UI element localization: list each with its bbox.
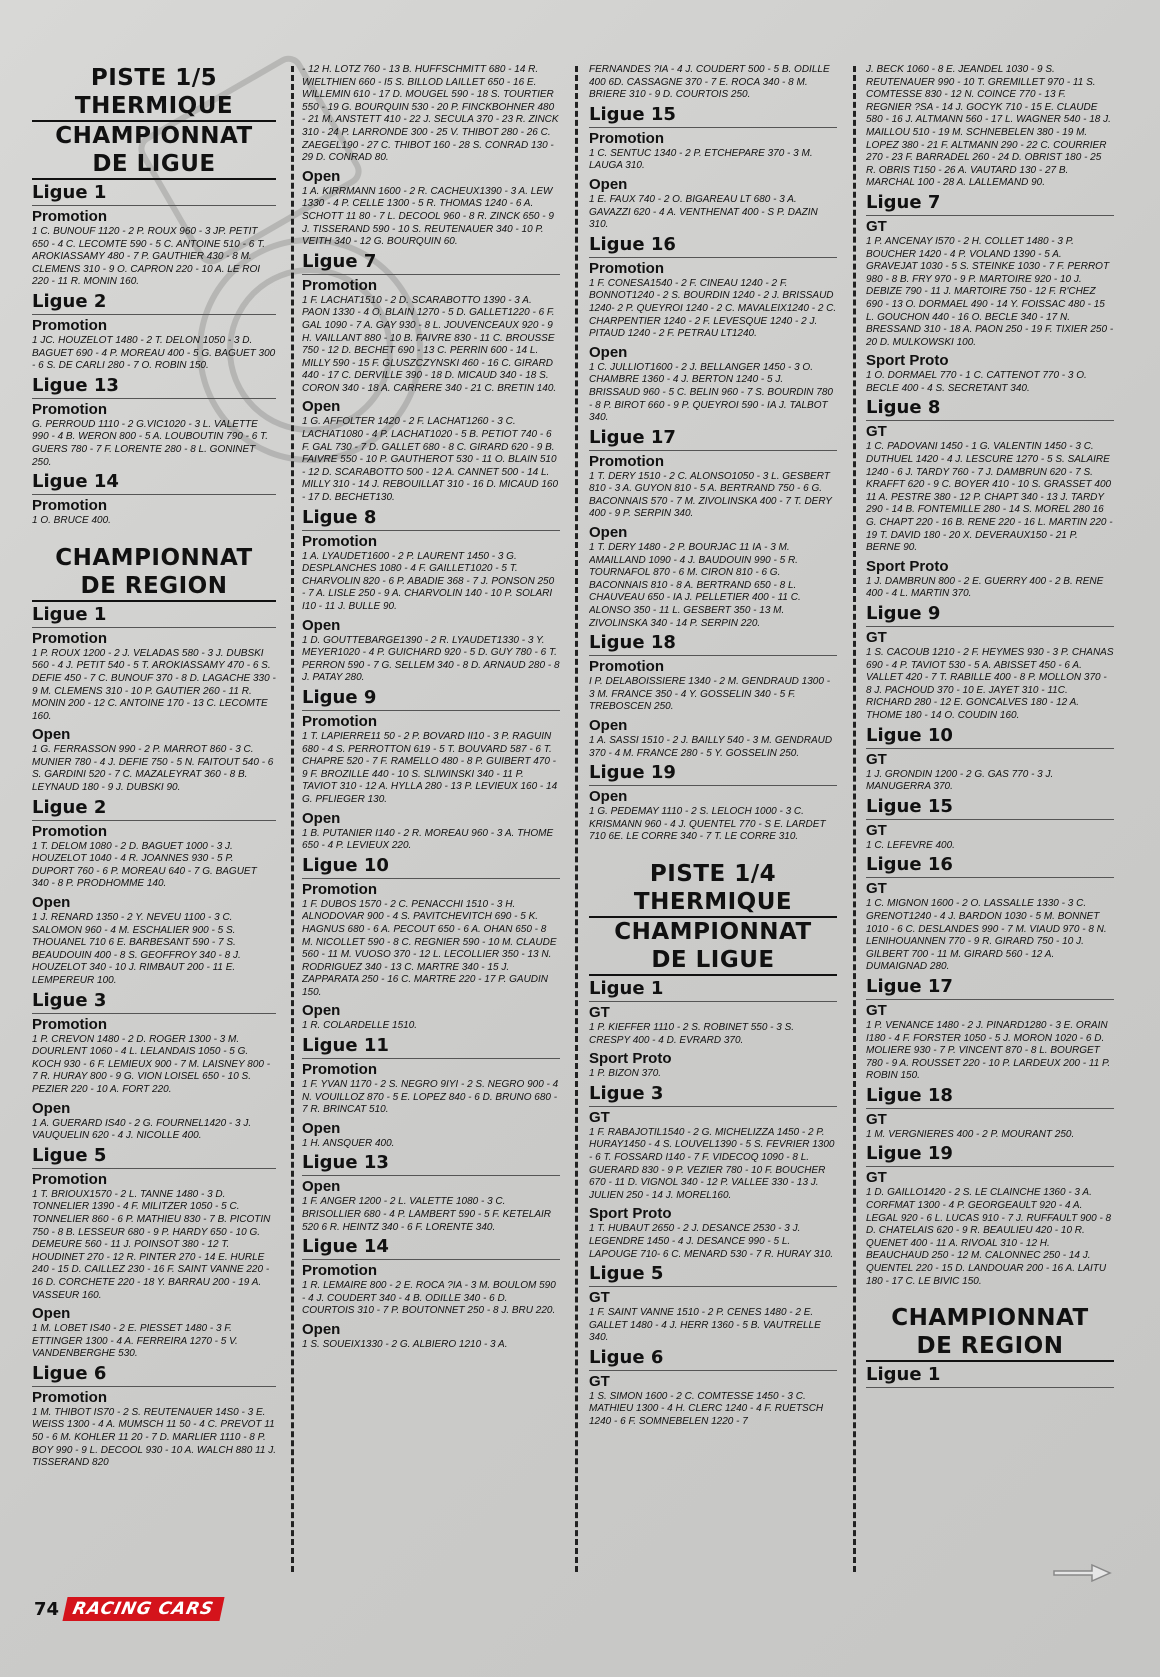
category-heading: Open: [32, 1099, 71, 1117]
results-text: 1 T. HUBAUT 2650 - 2 J. DESANCE 2530 - 3 J. LEGENDRE 1450 - 4 J. DESANCE 990 - 5 L. LAPOUGE 710- 6 C. MENARD 530 - 7 R. HURAY 310.: [589, 1223, 834, 1260]
league-heading: Ligue 19: [866, 1143, 1114, 1167]
league-heading: Ligue 7: [866, 192, 1114, 216]
category-heading: Open: [302, 1178, 341, 1196]
category-heading: Promotion: [32, 497, 107, 515]
results-text: - 12 H. LOTZ 760 - 13 B. HUFFSCHMITT 680 - 14 R. WIELTHIEN 660 - I5 S. BILLOD LAILLET 650 - 16 E. WILLEMIN 610 - 17 D. MOUGEL 590 - 18 S. TOURTIER 550 - 19 G. BOURQUIN 530 - 20 P. FINCKBOHNER 480 - 21 M. ANSTETT 410 - 22 J. SECULA 370 - 23 R. ZINCK 310 - 24 P. LARRONDE 300 - 25 V. THIBOT 280 - 26 C. ZAEGEL190 - 27 C. THIBOT 160 - 28 S. CONRAD 130 - 29 D. CONRAD 80.: [302, 64, 559, 164]
league-heading: Ligue 14: [302, 1236, 560, 1260]
category-heading: Open: [302, 809, 341, 827]
results-text: 1 T. BRIOUX1570 - 2 L. TANNE 1480 - 3 D. TONNELIER 1390 - 4 F. MILITZER 1050 - 5 C. TONNELIER 860 - 6 P. MATHIEU 830 - 7 B. PICOTIN 750 - 8 B. LESSEUR 680 - 9 P. HARDY 650 - 10 G. DEMEURE 560 - 11 J. POINSOT 380 - 12 T. HOUDINET 270 - 12 R. PINTER 270 - 14 E. HURLE 240 - 15 D. CAILLEZ 230 - 16 F. SAINT VANNE 220 - 16 D. CORCHETE 220 - 18 Y. BARRAU 200 - 19 A. VASSEUR 160.: [32, 1188, 271, 1301]
results-text: 1 F. RABAJOTIL1540 - 2 G. MICHELIZZA 1450 - 2 P. HURAY1450 - 4 S. LOUVEL1390 - 5 S. FEVRIER 1300 - 6 T. FOSSARD I140 - 7 F. VIDECOQ 1090 - 8 L. GUERARD 830 - 9 P. VEZIER 780 - 10 F. BOUCHER 670 - 11 D. VIGNOL 340 - 12 P. VALLEE 330 - 13 J. JULIEN 250 - 14 J. MOREL160.: [589, 1126, 835, 1201]
league-heading: Ligue 1: [32, 604, 276, 628]
results-text: 1 F. DUBOS 1570 - 2 C. PENACCHI 1510 - 3 H. ALNODOVAR 900 - 4 S. PAVITCHEVITCH 690 - 5 K. HAGNUS 680 - 6 A. PECOUT 650 - 6 A. OHAN 650 - 8 M. NICOLLET 590 - 8 C. REGNIER 590 - 10 M. CLAUDE 560 - 11 M. VUOSO 370 - 12 L. LECOLLIER 350 - 13 N. RODRIGUEZ 340 - 13 C. MARTRE 340 - 15 J. ZAPPARATA 250 - 16 C. MARTRE 220 - 17 P. GAUDIN 150.: [302, 898, 557, 998]
league-heading: Ligue 7: [302, 251, 560, 275]
category-heading: Promotion: [589, 452, 664, 470]
category-heading: GT: [589, 1003, 610, 1021]
column-separator: [575, 66, 578, 1572]
league-heading: Ligue 9: [866, 603, 1114, 627]
results-text: 1 G. PEDEMAY 1110 - 2 S. LELOCH 1000 - 3 C. KRISMANN 960 - 4 J. QUENTEL 770 - S E. LARDET 710 6E. LE CORRE 340 - 7 T. LE CORRE 310.: [589, 806, 826, 843]
results-text: 1 J. DAMBRUN 800 - 2 E. GUERRY 400 - 2 B. RENE 400 - 4 L. MARTIN 370.: [866, 575, 1104, 600]
league-heading: Ligue 18: [589, 632, 837, 656]
section-title-line: THERMIQUE: [633, 888, 793, 915]
results-text: 1 C. LEFEVRE 400.: [866, 839, 955, 851]
results-text: 1 F. LACHAT1510 - 2 D. SCARABOTTO 1390 - 3 A. PAON 1330 - 4 O. BLAIN 1270 - 5 D. GALLET1220 - 6 F. GAL 1090 - 7 A. GAY 930 - 8 L. JOUVENCEAUX 920 - 9 H. VAILLANT 880 - 10 B. FAIVRE 830 - 11 C. BROUSSE 750 - 12 D. BECHET 690 - 13 C. PERRIN 600 - 14 L. MILLY 590 - 15 F. GLUSZCZYNSKI 460 - 16 C. GIRARD 440 - 17 C. DERVILLE 390 - 18 D. MICAUD 340 - 18 S. CORON 340 - 18 A. CARRERE 340 - 21 C. BRETIN 140.: [302, 294, 557, 394]
results-text: 1 G. AFFOLTER 1420 - 2 F. LACHAT1260 - 3 C. LACHAT1080 - 4 P. LACHAT1020 - 5 B. PETIOT 740 - 6 F. GAL 730 - 7 D. GALLET 680 - 8 C. GIRARD 620 - 9 B. FAIVRE 550 - 10 P. GAUTHEROT 530 - 11 O. BLAIN 510 - 12 D. SCARABOTTO 500 - 12 A. CANNET 500 - 14 L. MILLY 310 - 14 J. REBOUILLAT 310 - 16 D. MICAUD 160 - 17 D. BECHET130.: [302, 416, 559, 504]
results-text: 1 M. VERGNIERES 400 - 2 P. MOURANT 250.: [866, 1128, 1075, 1140]
category-heading: Sport Proto: [589, 1205, 672, 1223]
results-text: 1 C. PADOVANI 1450 - 1 G. VALENTIN 1450 - 3 C. DUTHUEL 1420 - 4 J. LESCURE 1270 - 5 S. SALAIRE 1240 - 6 J. TARDY 760 - 7 J. DAMBRUN 620 - 7 S. KRAFFT 620 - 9 C. BOYER 410 - 10 S. GRASSET 400 11 A. PESTRE 380 - 12 P. CHAPT 340 - 13 J. TARDY 290 - 14 B. FONTEMILLE 280 - 14 S. MOREL 280 16 G. CHAPT 220 - 16 B. RENE 220 - 16 L. MARTIN 220 - 19 T. DAVID 180 - 20 X. DEVERAUX150 - 21 P. BERNE 90.: [866, 441, 1113, 554]
category-heading: GT: [589, 1372, 610, 1390]
results-text: 1 P. BIZON 370.: [589, 1068, 662, 1080]
category-heading: Open: [589, 717, 628, 734]
category-heading: GT: [589, 1108, 610, 1126]
section-title: [32, 544, 276, 602]
results-text: 1 C. MIGNON 1600 - 2 O. LASSALLE 1330 - 3 C. GRENOT1240 - 4 J. BARDON 1030 - 5 M. BONNET 1010 - 6 C. DESLANDES 990 - 7 M. VIAUD 970 - 8 N. LENIHOUANNEN 770 - 9 R. GIRARD 750 - 10 J. GILBERT 700 - 11 M. GIRARD 560 - 12 A. DUMAIGNAD 280.: [866, 898, 1107, 973]
results-text: J. BECK 1060 - 8 E. JEANDEL 1030 - 9 S. REUTENAUER 990 - 10 T. GREMILLET 970 - 11 S. COMTESSE 830 - 12 N. COINCE 770 - 13 F. REGNIER ?SA - 14 J. GOCYK 710 - 15 E. CLAUDE 580 - 16 J. ALTMANN 560 - 17 L. WAGNER 540 - 18 J. MAILLOU 510 - 19 M. SCHNEBELEN 380 - 19 M. LOPEZ 380 - 21 F. ALTMANN 290 - 22 C. COURRIER 270 - 23 F. BARRADEL 260 - 24 D. OBRIST 180 - 25 R. OBRIS T150 - 26 A. VAUTARD 130 - 27 B. MARCHAL 100 - 28 A. LALLEMAND 90.: [866, 64, 1111, 189]
category-heading: Promotion: [32, 1388, 107, 1406]
results-text: 1 S. CACOUB 1210 - 2 F. HEYMES 930 - 3 P. CHANAS 690 - 4 P. TAVIOT 530 - 5 A. ABISSET 450 - 6 A. VALLET 420 - 7 T. RABILLE 400 - 8 P. MOLLON 370 - 8 J. PACHOUD 370 - 10 E. JAYET 310 - 11C. RICHARD 280 - 12 E. GONCALVES 180 - 12 A. THOME 180 - 14 O. COUDIN 160.: [866, 647, 1114, 721]
category-heading: Sport Proto: [589, 1050, 672, 1068]
league-heading: Ligue 9: [302, 687, 560, 711]
results-text: 1 C. JULLIOT1600 - 2 J. BELLANGER 1450 - 3 O. CHAMBRE 1360 - 4 J. BERTON 1240 - 5 J. BRISSAUD 960 - 5 C. BELIN 960 - 7 S. BOURDIN 780 - 8 P. BIROT 660 - 9 P. QUEYROI 590 - IA J. TALBOT 340.: [589, 361, 833, 424]
section-title-line: DE REGION: [866, 1332, 1114, 1362]
category-heading: GT: [866, 821, 887, 839]
results-text: 1 E. FAUX 740 - 2 O. BIGAREAU LT 680 - 3 A. GAVAZZI 620 - 4 A. VENTHENAT 400 - S P. DAZIN 310.: [589, 193, 818, 231]
results-text: 1 A. SASSI 1510 - 2 J. BAILLY 540 - 3 M. GENDRAUD 370 - 4 M. FRANCE 280 - 5 Y. GOSSELIN 250.: [589, 735, 833, 759]
results-text: 1 C. BUNOUF 1120 - 2 P. ROUX 960 - 3 JP. PETIT 650 - 4 C. LECOMTE 590 - 5 C. ANTOINE 510 - 6 T. AROKIASSAMY 480 - 7 P. GAUTHIER 430 - 8 M. CLEMENS 310 - 9 O. CAPRON 220 - 10 A. LE ROI 220 - 11 R. MONIN 160.: [32, 226, 266, 288]
column-separator: [291, 66, 294, 1572]
league-heading: Ligue 15: [589, 104, 837, 128]
category-heading: Open: [302, 1002, 341, 1020]
league-heading: Ligue 17: [866, 976, 1114, 1000]
results-text: 1 B. PUTANIER I140 - 2 R. MOREAU 960 - 3 A. THOME 650 - 4 P. LEVIEUX 220.: [302, 827, 554, 852]
results-text: 1 T. LAPIERRE11 50 - 2 P. BOVARD II10 - 3 P. RAGUIN 680 - 4 S. PERROTTON 619 - 5 T. BOUVARD 587 - 6 T. CHAPRE 520 - 7 F. RAMELLO 480 - 8 P. GUIBERT 470 - 9 F. BROZILLE 440 - 10 S. SLIWINSKI 340 - 11 P. TAVIOT 310 - 12 A. HYLLA 280 - 13 P. LEVIEUX 160 - 14 G. PFLIEGER 130.: [302, 730, 558, 805]
league-heading: Ligue 1: [589, 978, 837, 1002]
section-title-line: CHAMPIONNAT: [55, 544, 253, 571]
category-heading: GT: [866, 217, 887, 235]
section-title-line: DE LIGUE: [589, 946, 837, 976]
category-heading: Open: [32, 894, 71, 912]
category-heading: Open: [302, 398, 341, 416]
category-heading: GT: [866, 423, 887, 441]
continue-arrow-icon: [1052, 1562, 1112, 1584]
results-text: 1 M. THIBOT IS70 - 2 S. REUTENAUER 14S0 - 3 E. WEISS 1300 - 4 A. MUMSCH 11 50 - 4 C. PREVOT 11 50 - 6 M. KOHLER 11 20 - 7 D. MARLIER 1110 - 8 P. BOY 990 - 9 L. DECOOL 930 - 10 A. WALCH 880 11 J. TISSERAND 820: [32, 1406, 276, 1469]
results-column-4: [866, 64, 1114, 1584]
category-heading: Promotion: [302, 880, 377, 898]
category-heading: Sport Proto: [866, 352, 949, 370]
category-heading: Promotion: [302, 1262, 377, 1280]
results-text: 1 T. DERY 1480 - 2 P. BOURJAC 11 IA - 3 M. AMAILLAND 1090 - 4 J. BAUDOUIN 990 - 5 R. TOURNAFOL 870 - 6 M. CIRON 810 - 6 G. BACONNAIS 810 - 8 A. BERTRAND 650 - 8 L. CHAUVEAU 650 - IA J. PELLETIER 400 - 11 C. ALONSO 350 - 11 L. GESBERT 350 - 13 M. ZIVOLINSKA 340 - 14 P. SERPIN 220.: [589, 542, 801, 629]
results-text: 1 A. LYAUDET1600 - 2 P. LAURENT 1450 - 3 G. DESPLANCHES 1080 - 4 F. GAILLET1020 - 5 T. CHARVOLIN 820 - 6 P. ABADIE 368 - 7 J. PONSON 250 - 7 A. LISLE 250 - 9 A. CHARVOLIN 140 - 10 P. SOLARI I10 - 11 J. BULLE 90.: [302, 550, 555, 612]
category-heading: Promotion: [302, 532, 377, 550]
results-text: 1 JC. HOUZELOT 1480 - 2 T. DELON 1050 - 3 D. BAGUET 690 - 4 P. MOREAU 400 - 5 G. BAGUET 300 - 6 S. DE CARLI 280 - 7 O. ROBIN 150.: [32, 334, 276, 372]
results-text: 1 R. COLARDELLE 1510.: [302, 1020, 418, 1032]
results-text: FERNANDES ?IA - 4 J. COUDERT 500 - 5 B. ODILLE 400 6D. CASSAGNE 370 - 7 E. ROCA 340 - 8 M. BRIERE 310 - 9 D. COURTOIS 250.: [589, 64, 830, 101]
category-heading: Open: [302, 1321, 341, 1338]
results-text: 1 D. GOUTTEBARGE1390 - 2 R. LYAUDET1330 - 3 Y. MEYER1020 - 4 P. GUICHARD 920 - 5 D. GUY 780 - 6 T. PERRON 590 - 7 G. SELLEM 340 - 8 D. ARNAUD 280 - 8 J. PATAY 280.: [302, 634, 560, 684]
league-heading: Ligue 3: [32, 990, 276, 1014]
section-title-line: DE LIGUE: [32, 150, 276, 180]
category-heading: Promotion: [32, 1015, 107, 1033]
category-heading: Promotion: [32, 400, 107, 418]
results-column-3: [589, 64, 837, 1584]
results-text: 1 H. ANSQUER 400.: [302, 1137, 395, 1149]
results-text: 1 S. SIMON 1600 - 2 C. COMTESSE 1450 - 3 C. MATHIEU 1300 - 4 H. CLERC 1240 - 4 F. RUETSCH 1240 - 6 F. SOMNEBELEN 1220 - 7: [589, 1390, 824, 1428]
page-number: 74: [34, 1598, 60, 1620]
category-heading: Promotion: [589, 658, 664, 676]
category-heading: Open: [302, 616, 341, 634]
results-text: 1 P. ROUX 1200 - 2 J. VELADAS 580 - 3 J. DUBSKI 560 - 4 J. PETIT 540 - 5 T. AROKIASSAMY 470 - 6 S. DEFIE 450 - 7 C. BUNOUF 370 - 8 D. LAGACHE 330 - 9 M. CLEMENS 310 - 10 P. GAUTIER 260 - 11 R. MONIN 200 - 12 C. ANTOINE 170 - 13 C. LECOMTE 160.: [32, 647, 276, 722]
league-heading: Ligue 11: [302, 1035, 560, 1059]
results-text: 1 T. DELOM 1080 - 2 D. BAGUET 1000 - 3 J. HOUZELOT 1040 - 4 R. JOANNES 930 - 5 P. DUPORT 760 - 6 P. MOREAU 640 - 7 G. BAGUET 340 - 8 P. PRODHOMME 140.: [32, 840, 257, 890]
section-title-line: PISTE 1/4: [649, 860, 777, 887]
results-text: 1 A. KIRRMANN 1600 - 2 R. CACHEUX1390 - 3 A. LEW 1330 - 4 P. CELLE 1300 - 5 R. THOMAS 1240 - 6 A. SCHOTT 11 80 - 7 L. DECOOL 960 - 8 R. ZINCK 650 - 9 J. TISSERAND 590 - 10 S. REUTENAUER 340 - 10 P. VEITH 340 - 12 G. BOURQUIN 60.: [302, 185, 554, 248]
category-heading: GT: [866, 1001, 887, 1019]
league-heading: Ligue 6: [589, 1347, 837, 1371]
league-heading: Ligue 18: [866, 1085, 1114, 1109]
results-text: 1 M. LOBET IS40 - 2 E. PIESSET 1480 - 3 F. ETTINGER 1300 - 4 A. FERREIRA 1270 - 5 V. VANDENBERGHE 530.: [32, 1323, 238, 1360]
category-heading: Open: [589, 175, 628, 193]
section-title-line: CHAMPIONNAT: [589, 916, 837, 946]
section-title-line: CHAMPIONNAT: [891, 1305, 1089, 1332]
league-heading: Ligue 1: [866, 1364, 1114, 1388]
results-text: 1 P. CREVON 1480 - 2 D. ROGER 1300 - 3 M. DOURLENT 1060 - 4 L. LELANDAIS 1050 - 5 G. KOCH 930 - 6 F. LEMIEUX 900 - 7 M. LAISNEY 800 - 7 R. HURAY 800 - 9 G. VION LOISEL 650 - 10 S. PEZIER 220 - 10 A. FORT 220.: [32, 1033, 271, 1095]
magazine-logo: RACING CARS: [63, 1597, 225, 1621]
results-text: I P. DELABOISSIERE 1340 - 2 M. GENDRAUD 1300 - 3 M. FRANCE 350 - 4 Y. GOSSELIN 340 - 5 F. TREBOSCEN 250.: [589, 676, 831, 713]
results-text: 1 J. RENARD 1350 - 2 Y. NEVEU 1100 - 3 C. SALOMON 960 - 4 M. ESCHALIER 900 - 5 S. THOUANEL 710 6 E. BARBESANT 590 - 7 S. BEAUDOUIN 400 - 8 S. GEOFFROY 340 - 8 J. HOUZELOT 340 - 10 J. RIMBAUT 200 - 11 E. LEMPEREUR 100.: [32, 912, 241, 986]
spacer: [32, 530, 276, 544]
results-text: 1 A. GUERARD IS40 - 2 G. FOURNEL1420 - 3 J. VAUQUELIN 620 - 4 J. NICOLLE 400.: [32, 1117, 252, 1142]
league-heading: Ligue 5: [589, 1263, 837, 1287]
results-text: 1 P. ANCENAY I570 - 2 H. COLLET 1480 - 3 P. BOUCHER 1420 - 4 P. VOLAND 1390 - 5 A. GRAVEJAT 1030 - 5 S. STEINKE 1030 - 7 F. PERROT 980 - 8 B. FRY 970 - 9 P. MARTOIRE 920 - 10 J. DEBIZE 790 - 11 J. MARTOIRE 750 - 12 F. R'CHEZ 690 - 13 O. DORMAEL 490 - 14 Y. FOISSAC 480 - 15 L. GOUCHON 440 - 16 O. BECLE 340 - 17 N. BRESSAND 310 - 18 A. PAON 250 - 19 F. TIXIER 250 - 20 D. MULKOWSKI 100.: [866, 235, 1114, 348]
results-text: G. PERROUD 1110 - 2 G.VIC1020 - 3 L. VALETTE 990 - 4 B. WERON 800 - 5 A. LOUBOUTIN 790 - 6 T. GUERS 780 - 7 F. LORENTE 280 - 8 L. GONINET 250.: [32, 418, 269, 468]
spacer: [866, 1290, 1114, 1304]
results-text: 1 G. FERRASSON 990 - 2 P. MARROT 860 - 3 C. MUNIER 780 - 4 J. DEFIE 750 - 5 N. FAITOUT 540 - 6 S. GARDINI 520 - 7 C. MAZALEYRAT 360 - 8 B. LEYNAUD 180 - 9 J. DUBSKI 90.: [32, 744, 274, 794]
results-text: 1 S. SOUEIX1330 - 2 G. ALBIERO 1210 - 3 A.: [302, 1339, 508, 1350]
results-text: 1 O. DORMAEL 770 - 1 C. CATTENOT 770 - 3 O. BECLE 400 - 4 S. SECRETANT 340.: [866, 370, 1087, 394]
section-title-line: CHAMPIONNAT: [32, 120, 276, 150]
results-text: 1 F. YVAN 1170 - 2 S. NEGRO 9IYI - 2 S. NEGRO 900 - 4 N. VOUILLOZ 870 - 5 E. LOPEZ 840 - 6 D. BRUNO 680 - 7 R. BRINCAT 510.: [302, 1079, 559, 1116]
league-heading: Ligue 2: [32, 291, 276, 315]
category-heading: Open: [589, 524, 628, 542]
results-text: 1 F. CONESA1540 - 2 F. CINEAU 1240 - 2 F. BONNOT1240 - 2 S. BOURDIN 1240 - 2 J. BRISSAUD 1240- 2 P. QUEYROI 1240 - 2 C. MAVALEIX1240 - 2 C. CHARPENTIER 1240 - 2 F. LEVESQUE 1240 - 2 J. PITAUD 1240 - 2 F. PETRAU LT1240.: [589, 277, 837, 340]
league-heading: Ligue 14: [32, 471, 276, 495]
category-heading: Open: [589, 343, 628, 361]
section-title-line: DE REGION: [32, 572, 276, 602]
results-column-2: [302, 64, 560, 1584]
results-text: 1 F. ANGER 1200 - 2 L. VALETTE 1080 - 3 C. BRISOLLIER 680 - 4 P. LAMBERT 590 - 5 F. KETELAIR 520 6 R. HEINTZ 340 - 6 F. LORENTE 340.: [302, 1196, 552, 1233]
results-text: 1 P. VENANCE 1480 - 2 J. PINARD1280 - 3 E. ORAIN I180 - 4 F. FORSTER 1050 - 5 J. MORON 1020 - 6 D. MOLIERE 930 - 7 P. VINCENT 870 - 8 L. BOURGET 780 - 9 A. ROUSSET 220 - 10 P. LARDEUX 200 - 11 P. ROBIN 150.: [866, 1019, 1111, 1082]
section-title: [589, 860, 837, 976]
results-text: 1 F. SAINT VANNE 1510 - 2 P. CENES 1480 - 2 E. GALLET 1480 - 4 J. HERR 1360 - 5 B. VAUTRELLE 340.: [589, 1307, 821, 1344]
category-heading: Promotion: [589, 259, 664, 277]
league-heading: Ligue 10: [302, 855, 560, 879]
league-heading: Ligue 8: [866, 397, 1114, 421]
results-text: 1 O. BRUCE 400.: [32, 515, 111, 527]
column-separator: [853, 66, 856, 1572]
results-text: 1 P. KIEFFER 1110 - 2 S. ROBINET 550 - 3 S. CRESPY 400 - 4 D. EVRARD 370.: [589, 1021, 795, 1046]
category-heading: Promotion: [32, 822, 107, 840]
league-heading: Ligue 8: [302, 507, 560, 531]
category-heading: Open: [32, 726, 71, 744]
category-heading: GT: [866, 1169, 887, 1187]
league-heading: Ligue 2: [32, 797, 276, 821]
category-heading: Open: [302, 1119, 341, 1137]
league-heading: Ligue 6: [32, 1363, 276, 1387]
results-text: 1 D. GAILLO1420 - 2 S. LE CLAINCHE 1360 - 3 A. CORFMAT 1300 - 4 P. GEORGEAULT 920 - 4 A. LEGAL 920 - 6 L. LUCAS 910 - 7 J. RUFFAULT 900 - 8 D. CHATELAIS 620 - 9 R. BEAULIEU 420 - 10 R. QUENET 400 - 11 A. RIVOAL 310 - 12 H. BEAUCHAUD 250 - 12 M. CALONNEC 250 - 14 J. QUENTEL 220 - 15 D. LANDOUAR 200 - 16 A. LAITU 180 - 17 C. LE BIVIC 150.: [866, 1187, 1112, 1287]
category-heading: GT: [866, 880, 887, 898]
category-heading: Promotion: [32, 208, 107, 225]
page-footer: [34, 1596, 222, 1622]
category-heading: GT: [866, 1110, 887, 1128]
league-heading: Ligue 1: [32, 182, 276, 206]
league-heading: Ligue 3: [589, 1083, 837, 1107]
category-heading: GT: [866, 629, 887, 646]
category-heading: Promotion: [589, 129, 664, 147]
results-text: 1 J. GRONDIN 1200 - 2 G. GAS 770 - 3 J. MANUGERRA 370.: [866, 768, 1054, 793]
league-heading: Ligue 16: [866, 854, 1114, 878]
section-title: [866, 1304, 1114, 1362]
category-heading: Promotion: [32, 629, 107, 647]
results-text: 1 R. LEMAIRE 800 - 2 E. ROCA ?IA - 3 M. BOULOM 590 - 4 J. COUDERT 340 - 4 B. ODILLE 340 - 6 D. COURTOIS 310 - 7 P. BOUTONNET 250 - 8 J. BRU 220.: [302, 1280, 556, 1317]
league-heading: Ligue 15: [866, 796, 1114, 820]
section-title: [32, 64, 276, 180]
category-heading: Sport Proto: [866, 557, 949, 575]
results-text: 1 C. SENTUC 1340 - 2 P. ETCHEPARE 370 - 3 M. LAUGA 310.: [589, 147, 813, 172]
category-heading: Open: [302, 167, 341, 185]
category-heading: Promotion: [32, 316, 107, 334]
category-heading: Promotion: [302, 712, 377, 730]
category-heading: Open: [589, 788, 628, 806]
league-heading: Ligue 19: [589, 762, 837, 786]
section-title-line: THERMIQUE: [74, 93, 234, 119]
category-heading: GT: [866, 750, 887, 768]
league-heading: Ligue 13: [32, 375, 276, 399]
category-heading: Promotion: [302, 276, 377, 294]
league-heading: Ligue 13: [302, 1152, 560, 1176]
league-heading: Ligue 17: [589, 427, 837, 451]
category-heading: GT: [589, 1289, 610, 1307]
league-heading: Ligue 10: [866, 725, 1114, 749]
category-heading: Open: [32, 1305, 71, 1323]
category-heading: Promotion: [32, 1170, 107, 1188]
section-title-line: PISTE 1/5: [90, 65, 218, 91]
spacer: [589, 846, 837, 860]
results-column-1: [32, 64, 276, 1584]
league-heading: Ligue 5: [32, 1145, 276, 1169]
category-heading: Promotion: [302, 1061, 377, 1079]
league-heading: Ligue 16: [589, 234, 837, 258]
results-text: 1 T. DERY 1510 - 2 C. ALONSO1050 - 3 L. GESBERT 810 - 3 A. GUYON 810 - 5 A. BERTRAND 750 - 6 G. BACONNAIS 570 - 7 M. ZIVOLINSKA 400 - 7 T. DERY 400 - 9 P. SERPIN 340.: [589, 470, 832, 520]
